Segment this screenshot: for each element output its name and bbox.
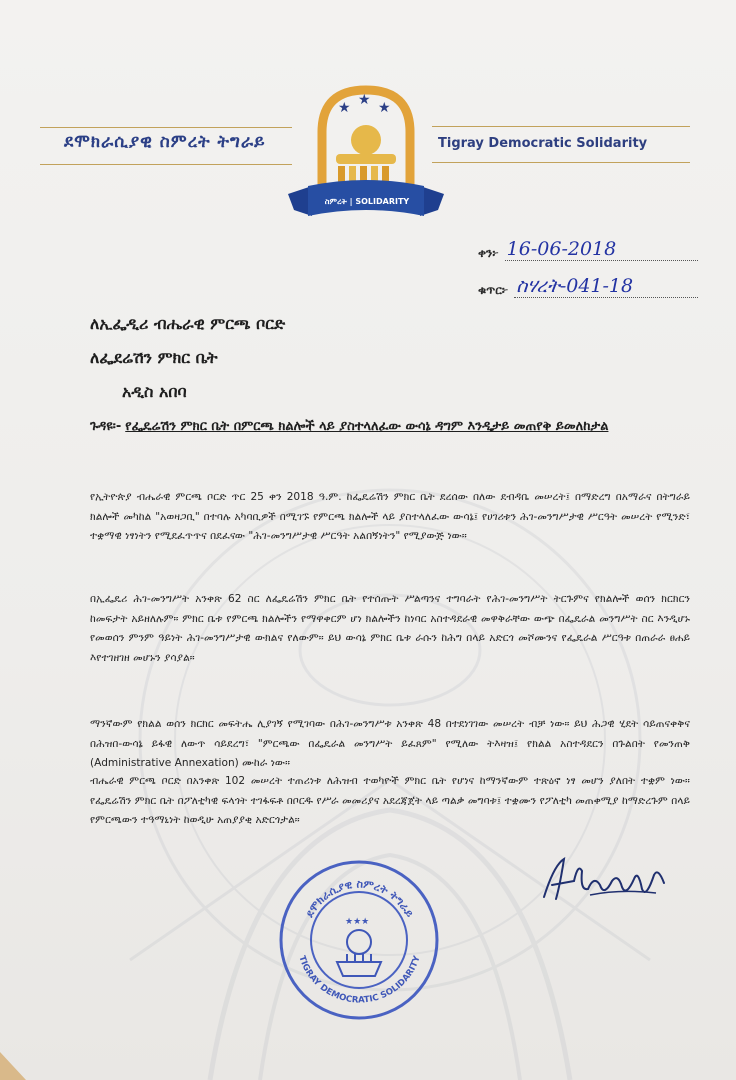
svg-text:★: ★ [358, 92, 371, 108]
recipient-line-2: ለፌደሬሽን ምክር ቤት [90, 348, 218, 367]
logo-banner-text [312, 197, 422, 207]
body-paragraph-1: የኢትዮጵያ ብሔራዊ ምርጫ ቦርድ ጥር 25 ቀን 2018 ዓ.ም. ከፌዴሬሽን ምክር ቤት ደረሰው በለው ደብዳቤ መሠረት፤ በማድረግ በአማራና በትግራይ ክልሎች መካከል "አወዛጋቢ" በተባሉ አካባቢዎች በሚገኙ የምርጫ ክልሎች ላይ ያስተላለፈው ውሳኔ፤ የሀገሪቱን ሕገ-መንግሥታዊ ሥርዓት መሠረት የሚንድ፣ ተቋማዊ ነፃነትን የሚደፈጥጥና በደፈናው "ሕገ-መንግሥታዊ ሥርዓት አልበኝነትን" የሚያውጅ ነው። [90, 491, 690, 542]
svg-text:★★★: ★★★ [345, 917, 370, 927]
recipient-line-3: አዲስ አበባ [122, 382, 187, 401]
date-label: ቀን፦ [478, 246, 499, 260]
header-rule-right-bottom [432, 162, 690, 163]
body-paragraph-3: ማንኛውም የክልል ወሰን ክርክር መፍትሔ ሊያገኝ የሚገባው በሕገ-መንግሥቱ አንቀጽ 48 በተደነገገው መሠረት ብቻ ነው። ይህ ሕጋዊ ሂደት ሳይጠናቀቅና በሕዝበ-ውሳኔ ይፋዊ ለውጥ ሳይደረግ፣ "ምርጫው በፌዴራል መንግሥት ይፈጸም" የሚለው ትእዛዝ፤ የክልል አስተዳደርን በጉልበት የመንጠቅ (Administrative Annexation) ሙከራ ነው። [90, 718, 690, 769]
reference-line [478, 272, 698, 298]
logo-banner-separator: | [349, 197, 356, 206]
svg-text:★: ★ [338, 100, 351, 116]
reference-value: ስሃረት-041-18 [514, 275, 698, 298]
subject-text: የፌዴሬሽን ምክር ቤት በምርጫ ክልሎች ላይ ያስተላለፈው ውሳኔ ዳግም እንዲታይ መጠየቅ ይመለከታል [125, 419, 609, 434]
page-corner-fold [0, 1052, 26, 1080]
official-stamp [277, 858, 442, 1023]
stamp-text-top: ደሞክራሲያዊ ስምረት ትግራይ [302, 877, 417, 920]
org-name-amharic: ደሞክራሲያዊ ስምረት ትግራይ [64, 132, 266, 152]
date-value: 16-06-2018 [505, 238, 698, 261]
handwritten-signature [530, 845, 680, 915]
body-paragraph-2: በኢፌዴሪ ሕገ-መንግሥት አንቀጽ 62 ስር ለፌዴሬሽን ምክር ቤት የተሰጡት ሥልጣንና ተግባራት የሕገ-መንግሥት ትርጉምና የክልሎች ወሰን ክርክርን ከመፍታት አይዘለሉም። ምክር ቤቱ የምርጫ ክልሎችን የማዋቀርም ሆነ ክልሎችን ከነባር አስተዳደራዊ መዋቅራቸው ውጭ በፌዴራል መንግሥት ስር እንዲሆኑ የመወሰን ምንም ዓይነት ሕገ-መንግሥታዊ ውክልና የለውም። ይህ ውሳኔ ምክር ቤቱ ራሱን ከሕግ በላይ አድርጎ መሾሙንና የፌዴራል ሥርዓቱ በጠራራ ፀሐይ እየተገዘገዘ መሆኑን ያሳያል። [90, 593, 690, 664]
logo-banner-english: SOLIDARITY [355, 197, 410, 206]
header-rule-left-top [40, 127, 292, 128]
reference-label: ቁጥር፦ [478, 283, 509, 297]
stamp-text-bottom: TIGRAY DEMOCRATIC SOLIDARITY [296, 954, 423, 1006]
party-logo [286, 82, 446, 232]
recipient-line-1: ለኢፌዲሪ ብሔራዊ ምርጫ ቦርድ [90, 314, 286, 333]
subject-label: ጉዳዩ፡- [90, 419, 122, 434]
header-rule-left-bottom [40, 164, 292, 165]
org-name-english: Tigray Democratic Solidarity [438, 136, 648, 151]
date-line [478, 235, 698, 261]
logo-banner-amharic: ስምረት [324, 197, 347, 206]
header-rule-right-top [432, 126, 690, 127]
body-paragraph-4: ብሔራዊ ምርጫ ቦርድ በአንቀጽ 102 መሠረት ተጠሪነቱ ለሕዝብ ተወካዮች ምክር ቤት የሆነና ከማንኛውም ተጽዕኖ ነፃ መሆን ያለበት ተቋም ነው። የፌዴሬሽን ምክር ቤት በፖለቲካዊ ፍላጎት ተገፋፍቶ በቦርዱ የሥራ መመሪያና አደረጃጀት ላይ ጣልቃ መግባቱ፤ ተቋሙን የፖለቲካ መጠቀሚያ ከማድረጉም በላይ የምርጫውን ተዓማኒነት ከወዲሁ አጠያያቂ አድርጎታል። [90, 775, 690, 826]
subject-line [90, 417, 690, 436]
svg-text:★: ★ [378, 100, 391, 116]
